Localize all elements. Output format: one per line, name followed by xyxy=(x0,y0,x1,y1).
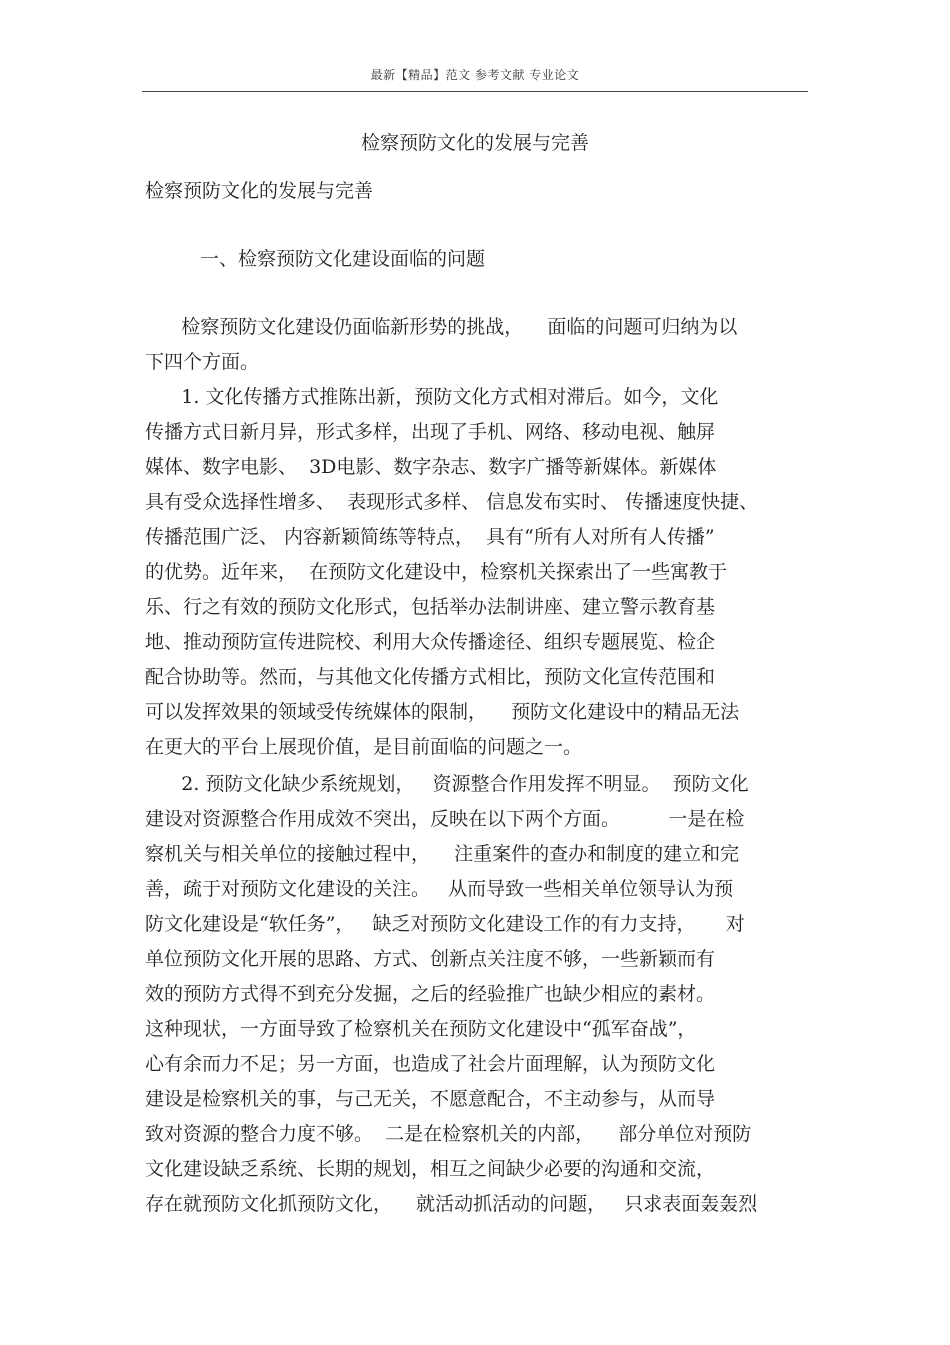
body-line: 地、推动预防宣传进院校、利用大众传播途径、组织专题展览、检企 xyxy=(145,631,716,653)
body-line: 心有余而力不足；另一方面，也造成了社会片面理解，认为预防文化 xyxy=(145,1053,716,1075)
page-header: 最新【精品】范文 参考文献 专业论文 xyxy=(370,68,580,82)
body-line: 这种现状，一方面导致了检察机关在预防文化建设中“孤军奋战”， xyxy=(145,1018,697,1040)
body-line: 文化建设缺乏系统、长期的规划，相互之间缺少必要的沟通和交流， xyxy=(145,1158,716,1180)
body-line: 善，疏于对预防文化建设的关注。 从而导致一些相关单位领导认为预 xyxy=(145,878,734,900)
body-line: 效的预防方式得不到充分发掘，之后的经验推广也缺少相应的素材。 xyxy=(145,983,716,1005)
body-line: 2. 预防文化缺少系统规划， 资源整合作用发挥不明显。 预防文化 xyxy=(145,773,749,795)
document-title: 检察预防文化的发展与完善 xyxy=(360,132,589,154)
body-line: 防文化建设是“软任务”， 缺乏对预防文化建设工作的有力支持， 对 xyxy=(145,913,745,935)
body-line: 媒体、数字电影、 3D电影、数字杂志、数字广播等新媒体。新媒体 xyxy=(145,456,717,478)
body-line: 传播方式日新月异，形式多样，出现了手机、网络、移动电视、触屏 xyxy=(145,421,716,443)
body-line: 存在就预防文化抓预防文化， 就活动抓活动的问题， 只求表面轰轰烈 xyxy=(145,1193,758,1215)
body-line: 察机关与相关单位的接触过程中， 注重案件的查办和制度的建立和完 xyxy=(145,843,740,865)
body-line: 下四个方面。 xyxy=(145,351,260,373)
body-line: 单位预防文化开展的思路、方式、创新点关注度不够，一些新颖而有 xyxy=(145,948,716,970)
body-line: 具有受众选择性增多、 表现形式多样、 信息发布实时、 传播速度快捷、 xyxy=(145,491,759,513)
body-line: 的优势。近年来， 在预防文化建设中，检察机关探索出了一些寓教于 xyxy=(145,561,728,583)
body-line: 检察预防文化建设仍面临新形势的挑战， 面临的问题可归纳为以 xyxy=(145,316,738,338)
body-line: 乐、行之有效的预防文化形式，包括举办法制讲座、建立警示教育基 xyxy=(145,596,716,618)
document-subtitle: 检察预防文化的发展与完善 xyxy=(145,180,374,202)
body-line: 建设对资源整合作用成效不突出，反映在以下两个方面。 一是在检 xyxy=(145,808,745,830)
body-line: 传播范围广泛、 内容新颖简练等特点， 具有“所有人对所有人传播” xyxy=(145,526,715,548)
body-line: 在更大的平台上展现价值，是目前面临的问题之一。 xyxy=(145,736,583,758)
body-line: 可以发挥效果的领域受传统媒体的限制， 预防文化建设中的精品无法 xyxy=(145,701,740,723)
body-line: 致对资源的整合力度不够。 二是在检察机关的内部， 部分单位对预防 xyxy=(145,1123,752,1145)
section-heading: 一、检察预防文化建设面临的问题 xyxy=(200,248,486,270)
body-line: 建设是检察机关的事，与己无关，不愿意配合，不主动参与，从而导 xyxy=(145,1088,716,1110)
header-divider xyxy=(142,91,808,92)
body-line: 1. 文化传播方式推陈出新，预防文化方式相对滞后。如今，文化 xyxy=(145,386,719,408)
body-line: 配合协助等。然而，与其他文化传播方式相比，预防文化宣传范围和 xyxy=(145,666,716,688)
